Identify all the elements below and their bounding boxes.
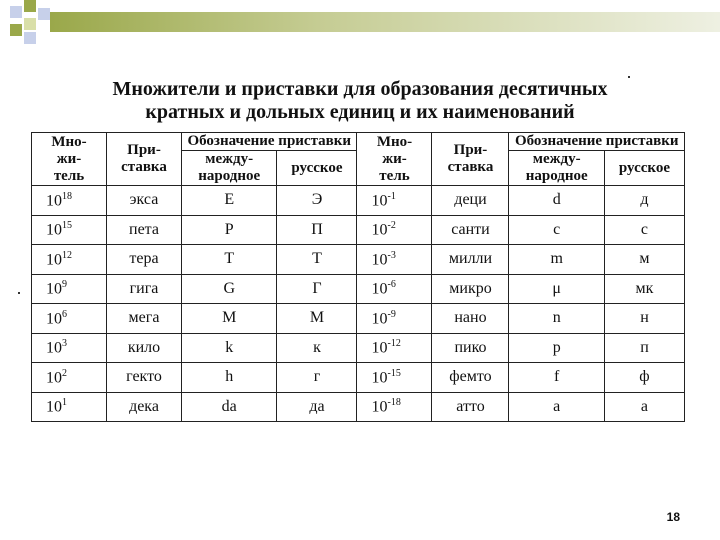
russian-symbol-cell: г xyxy=(277,363,357,393)
multiplier-exponent: -2 xyxy=(387,220,396,232)
russian-symbol-cell: Г xyxy=(277,274,357,304)
multiplier-base: 10 xyxy=(371,309,388,327)
multiplier-cell xyxy=(357,215,432,245)
multiplier-exponent: 1 xyxy=(62,397,67,409)
table-row xyxy=(32,274,685,304)
multiplier-base: 10 xyxy=(46,221,62,239)
multiplier-base: 10 xyxy=(46,191,62,209)
decorative-squares xyxy=(0,0,60,50)
prefix-cell: кило xyxy=(107,333,182,363)
international-symbol-cell: k xyxy=(182,333,277,363)
russian-symbol-cell: п xyxy=(604,333,684,363)
title-line-1: Множители и приставки для образования десятичных xyxy=(112,78,608,100)
russian-symbol-cell: мк xyxy=(604,274,684,304)
russian-symbol-cell: Т xyxy=(277,245,357,275)
header-prefix-left: При- ставка xyxy=(107,133,182,186)
international-symbol-cell: G xyxy=(182,274,277,304)
russian-symbol-cell: М xyxy=(277,304,357,334)
russian-symbol-cell: а xyxy=(604,392,684,422)
prefix-cell: экса xyxy=(107,186,182,216)
multiplier-base: 10 xyxy=(46,309,62,327)
multiplier-base: 10 xyxy=(46,250,62,268)
international-symbol-cell: m xyxy=(509,245,604,275)
multiplier-base: 10 xyxy=(46,398,62,416)
header-band xyxy=(50,12,720,32)
multiplier-exponent: 12 xyxy=(62,249,72,261)
multiplier-cell xyxy=(357,186,432,216)
multiplier-base: 10 xyxy=(371,339,388,357)
multiplier-base: 10 xyxy=(46,339,62,357)
multiplier-cell xyxy=(357,274,432,304)
header-international-right: между- народное xyxy=(509,151,604,186)
international-symbol-cell: da xyxy=(182,392,277,422)
multiplier-cell xyxy=(357,304,432,334)
multiplier-exponent: -1 xyxy=(387,190,396,202)
prefix-cell: гига xyxy=(107,274,182,304)
table-row xyxy=(32,333,685,363)
table-row xyxy=(32,363,685,393)
multiplier-cell xyxy=(357,392,432,422)
prefix-cell: пета xyxy=(107,215,182,245)
table-row xyxy=(32,215,685,245)
international-symbol-cell: M xyxy=(182,304,277,334)
table-row xyxy=(32,186,685,216)
international-symbol-cell: p xyxy=(509,333,604,363)
prefix-cell: деци xyxy=(432,186,509,216)
header-russian-right: русское xyxy=(604,151,684,186)
multiplier-exponent: -3 xyxy=(387,249,396,261)
multiplier-cell xyxy=(32,392,107,422)
prefix-cell: фемто xyxy=(432,363,509,393)
multiplier-exponent: -12 xyxy=(387,338,401,350)
russian-symbol-cell: н xyxy=(604,304,684,334)
multiplier-cell xyxy=(32,304,107,334)
international-symbol-cell: d xyxy=(509,186,604,216)
table-row xyxy=(32,392,685,422)
header-designation-left: Обозначение приставки xyxy=(182,133,357,151)
prefix-cell: нано xyxy=(432,304,509,334)
international-symbol-cell: μ xyxy=(509,274,604,304)
russian-symbol-cell: м xyxy=(604,245,684,275)
multiplier-cell xyxy=(32,274,107,304)
russian-symbol-cell: д xyxy=(604,186,684,216)
russian-symbol-cell: П xyxy=(277,215,357,245)
title-line-2: кратных и дольных единиц и их наименований xyxy=(145,101,575,123)
prefix-cell: санти xyxy=(432,215,509,245)
russian-symbol-cell: к xyxy=(277,333,357,363)
multiplier-cell xyxy=(32,186,107,216)
table-row xyxy=(32,304,685,334)
prefix-cell: пико xyxy=(432,333,509,363)
header-russian-left: русское xyxy=(277,151,357,186)
multiplier-base: 10 xyxy=(371,368,388,386)
prefix-cell: атто xyxy=(432,392,509,422)
multiplier-cell xyxy=(357,245,432,275)
header-multiplier-right: Мно- жи- тель xyxy=(357,133,432,186)
prefix-cell: тера xyxy=(107,245,182,275)
header-international-left: между- народное xyxy=(182,151,277,186)
multiplier-cell xyxy=(32,245,107,275)
multiplier-exponent: 2 xyxy=(62,367,67,379)
multiplier-exponent: -18 xyxy=(387,397,401,409)
international-symbol-cell: T xyxy=(182,245,277,275)
international-symbol-cell: a xyxy=(509,392,604,422)
russian-symbol-cell: ф xyxy=(604,363,684,393)
multiplier-base: 10 xyxy=(371,280,388,298)
multiplier-base: 10 xyxy=(46,368,62,386)
multiplier-cell xyxy=(32,333,107,363)
header-multiplier-left: Мно- жи- тель xyxy=(32,133,107,186)
table-row xyxy=(32,245,685,275)
prefix-cell: мега xyxy=(107,304,182,334)
multiplier-cell xyxy=(32,215,107,245)
russian-symbol-cell: с xyxy=(604,215,684,245)
page-title xyxy=(60,78,660,124)
prefix-cell: милли xyxy=(432,245,509,275)
prefix-table xyxy=(31,132,685,422)
header-designation-right: Обозначение приставки xyxy=(509,133,685,151)
multiplier-base: 10 xyxy=(371,398,388,416)
multiplier-cell xyxy=(357,333,432,363)
prefix-cell: гекто xyxy=(107,363,182,393)
multiplier-base: 10 xyxy=(371,191,388,209)
international-symbol-cell: h xyxy=(182,363,277,393)
multiplier-base: 10 xyxy=(46,280,62,298)
multiplier-exponent: -6 xyxy=(387,279,396,291)
multiplier-base: 10 xyxy=(371,221,388,239)
scan-speck xyxy=(18,292,20,294)
multiplier-base: 10 xyxy=(371,250,388,268)
russian-symbol-cell: да xyxy=(277,392,357,422)
multiplier-exponent: 9 xyxy=(62,279,67,291)
prefix-cell: дека xyxy=(107,392,182,422)
page-number: 18 xyxy=(666,510,680,524)
multiplier-exponent: -15 xyxy=(387,367,401,379)
russian-symbol-cell: Э xyxy=(277,186,357,216)
multiplier-cell xyxy=(357,363,432,393)
header-prefix-right: При- ставка xyxy=(432,133,509,186)
multiplier-exponent: -9 xyxy=(387,308,396,320)
prefix-cell: микро xyxy=(432,274,509,304)
international-symbol-cell: n xyxy=(509,304,604,334)
multiplier-exponent: 18 xyxy=(62,190,72,202)
multiplier-exponent: 3 xyxy=(62,338,67,350)
multiplier-exponent: 6 xyxy=(62,308,67,320)
international-symbol-cell: P xyxy=(182,215,277,245)
international-symbol-cell: c xyxy=(509,215,604,245)
multiplier-exponent: 15 xyxy=(62,220,72,232)
international-symbol-cell: f xyxy=(509,363,604,393)
international-symbol-cell: E xyxy=(182,186,277,216)
multiplier-cell xyxy=(32,363,107,393)
